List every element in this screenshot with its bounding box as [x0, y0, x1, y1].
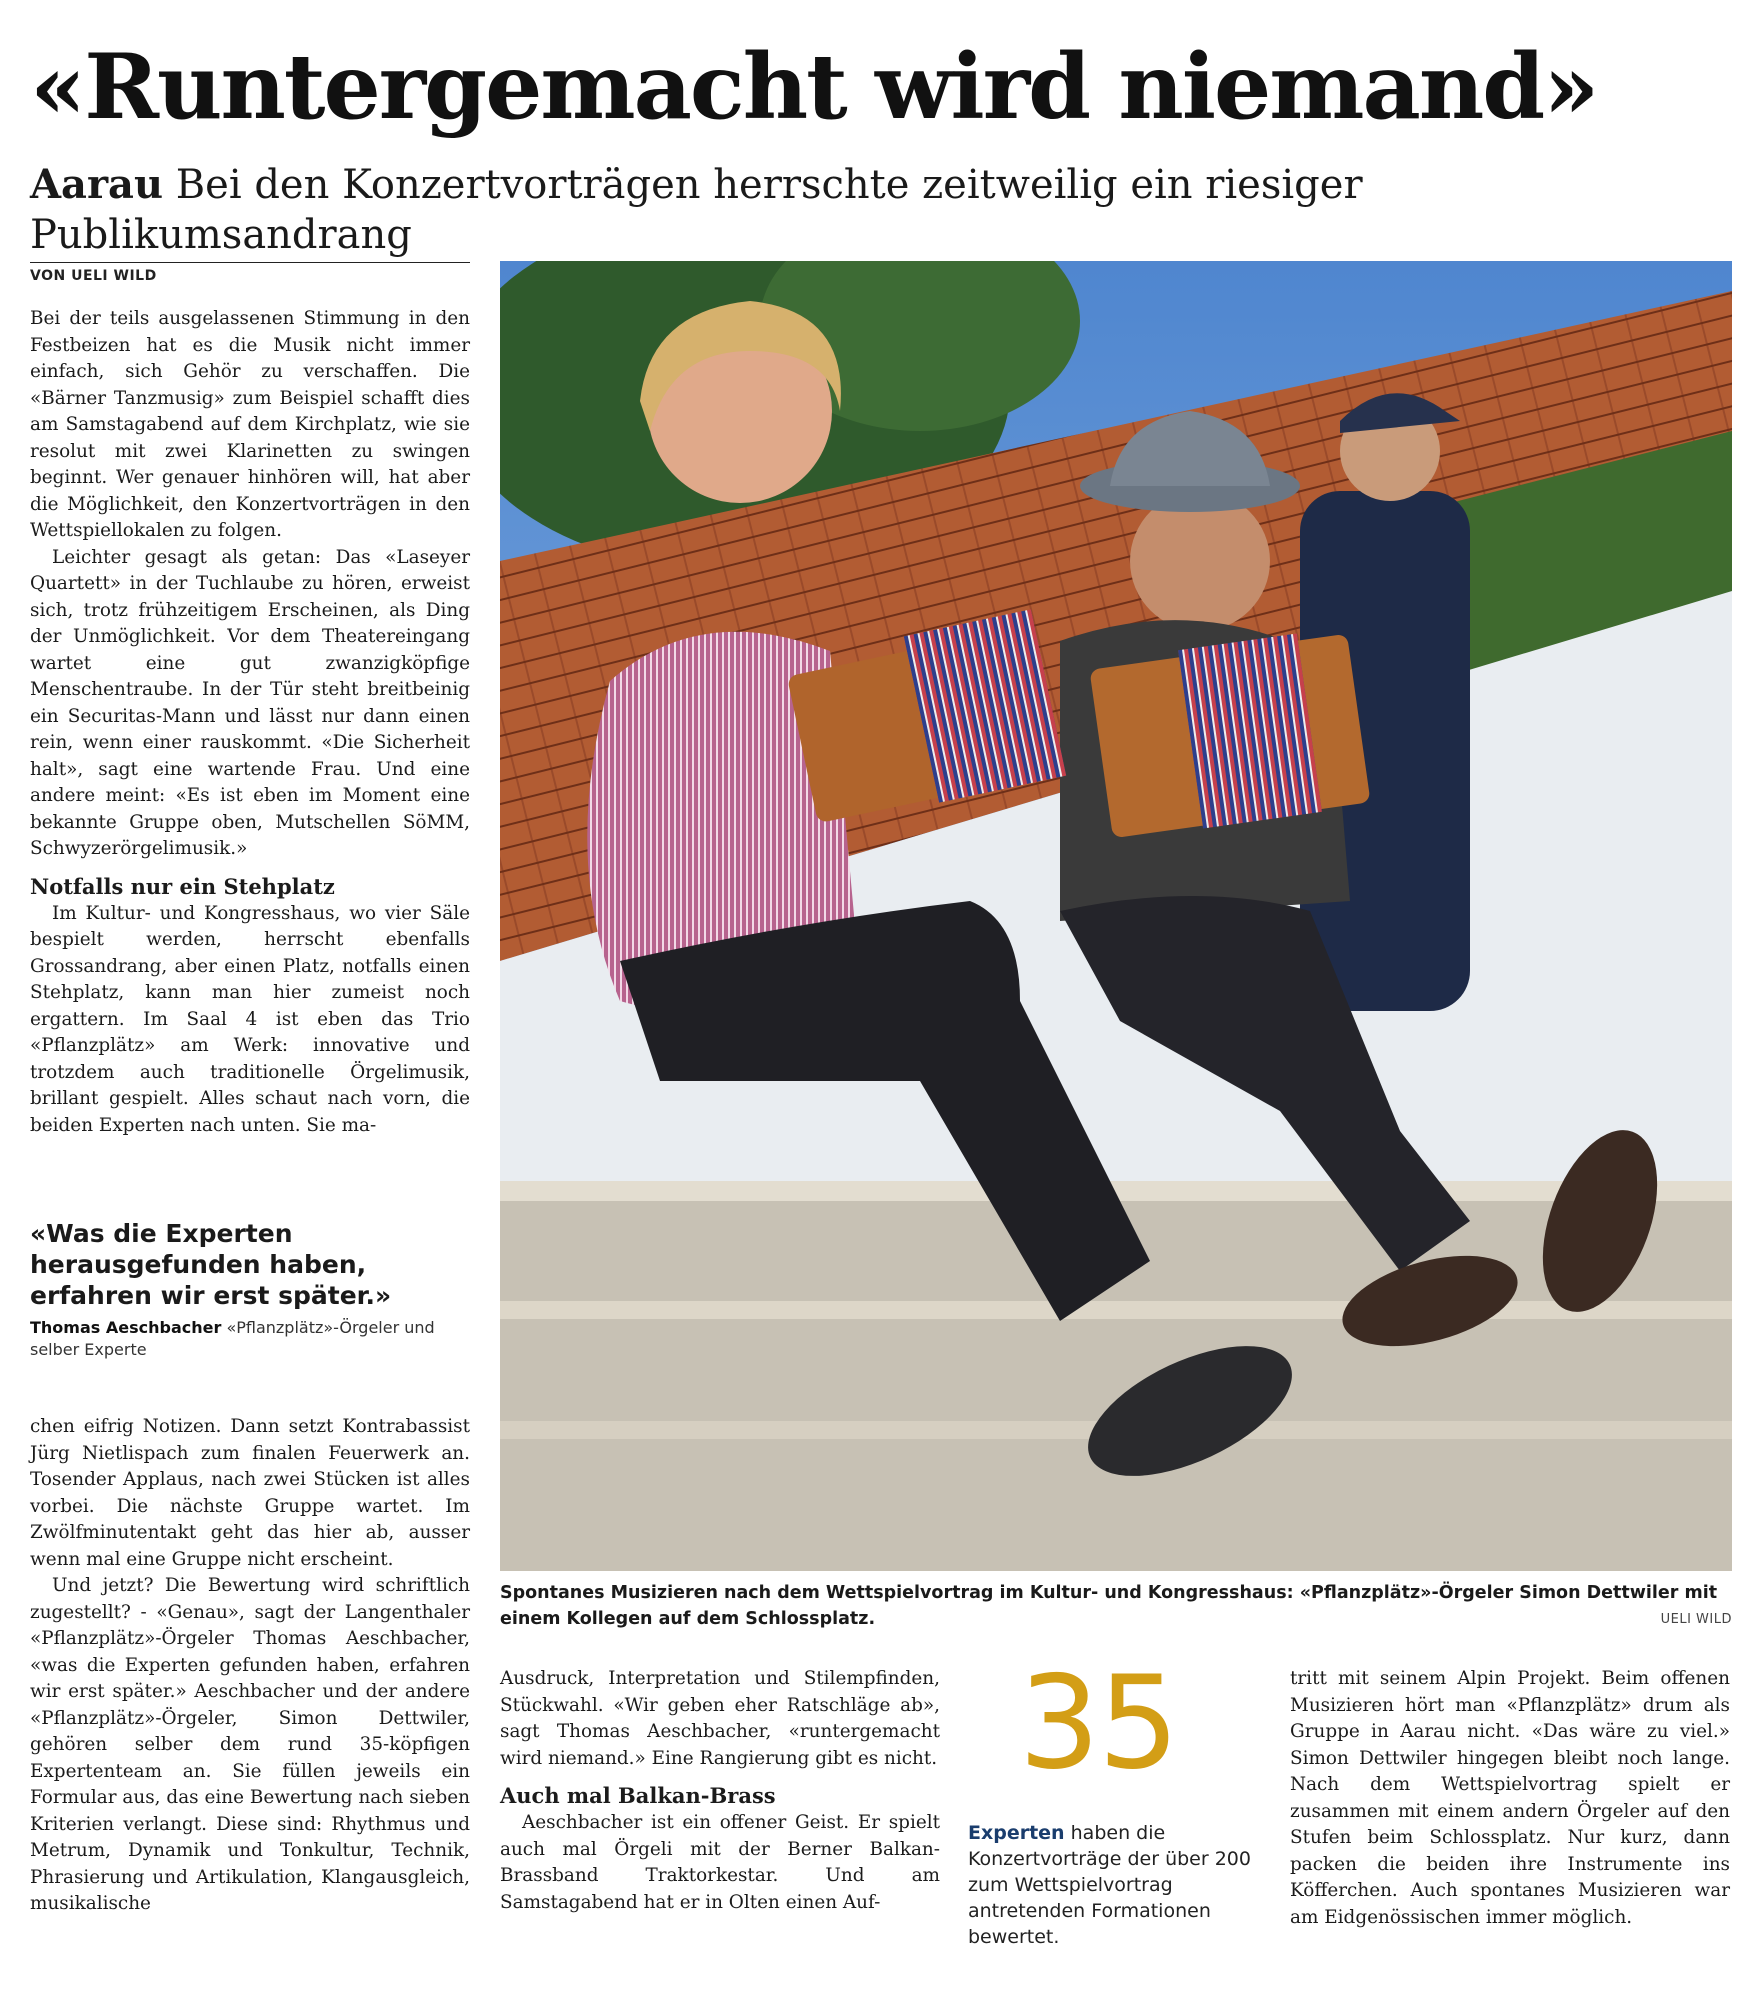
subtitle-text: Bei den Konzertvorträgen herrschte zeitweilig ein riesiger Publikumsandrang — [30, 162, 1363, 258]
fact-description: haben die Konzertvorträge der über 200 zum Wettspielvortrag antretenden Formationen bewertet. — [968, 1822, 1251, 1948]
article-photo — [500, 261, 1732, 1571]
fact-number: 35 — [1018, 1649, 1178, 1798]
fact-lead: Experten — [968, 1822, 1065, 1844]
paragraph: Leichter gesagt als getan: Das «Laseyer Quartett» in der Tuchlaube zu hören, erweist sich, trotz frühzeitigem Erscheinen, als Ding der Unmöglichkeit. Vor dem Theatereingang wartet eine gut zwanzigköpfige Menschentraube. In der Tür steht breitbeinig ein Securitas-Mann und lässt nur dann einen rein, wenn einer rauskommt. «Die Sicherheit halt», sagt eine wartende Frau. Und eine andere meint: «Es ist eben im Moment eine bekannte Gruppe oben, Mutschellen SöMM, Schwyzerörgelimusik.» — [30, 546, 470, 859]
fact-box — [968, 1649, 1268, 1950]
paragraph: Aeschbacher ist ein offener Geist. Er spielt auch mal Örgeli mit der Berner Balkan-Brassband Traktorkestar. Und am Samstagabend hat er in Olten einen Auf- — [500, 1812, 940, 1913]
paragraph: tritt mit seinem Alpin Projekt. Beim offenen Musizieren hört man «Pflanzplätz» drum als Gruppe in Aarau nicht. «Das wäre zu viel.» Simon Dettwiler hingegen bleibt noch lange. Nach dem Wettspielvortrag spielt er zusammen mit einem andern Örgeler auf den Stufen beim Schlossplatz. Nur kurz, dann packen die beiden ihre Instrumente ins Köfferchen. Auch spontanes Musizieren war am Eidgenössischen immer möglich. — [1290, 1668, 1730, 1928]
paragraph: Und jetzt? Die Bewertung wird schriftlich zugestellt? - «Genau», sagt der Langenthaler «Pflanzplätz»-Örgeler Thomas Aeschbacher, «was die Experten gefunden haben, erfahren wir erst später.» Aeschbacher und der andere «Pflanzplätz»-Örgeler, Simon Dettwiler, gehören selber dem rund 35-köpfigen Expertenteam an. Sie füllen jeweils ein Formular aus, das eine Bewertung nach sieben Kriterien verlangt. Diese sind: Rhythmus und Metrum, Dynamik und Tonkultur, Technik, Phrasierung und Artikulation, Klangausgleich, musikalische — [30, 1575, 470, 1914]
subheading: Notfalls nur ein Stehplatz — [30, 873, 335, 899]
pull-quote — [30, 1218, 470, 1361]
accordion-bellows — [1178, 634, 1322, 829]
paragraph: Bei der teils ausgelassenen Stimmung in den Festbeizen hat es die Musik nicht immer einfach, sich Gehör zu verschaffen. Die «Bärner Tanzmusig» zum Beispiel schafft dies am Samstagabend auf dem Kirchplatz, wie sie resolut mit zwei Klarinetten zu swingen beginnt. Wer genauer hinhören will, hat aber die Möglichkeit, den Konzertvorträgen in den Wettspiellokalen zu folgen. — [30, 308, 470, 541]
musician-right-head — [1130, 491, 1270, 631]
pull-quote-text: «Was die Experten herausgefunden haben, erfahren wir erst später.» — [30, 1219, 392, 1310]
article-column-1-bottom — [30, 1414, 470, 1918]
fact-text — [968, 1820, 1268, 1950]
byline: VON UELI WILD — [30, 268, 157, 284]
paragraph: Im Kultur- und Kongresshaus, wo vier Säle bespielt werden, herrscht ebenfalls Grossandrang, aber einen Platz, notfalls einen Stehplatz, kann man hier zumeist noch ergattern. Im Saal 4 ist eben das Trio «Pflanzplätz» am Werk: innovative und trotzdem auch traditionelle Örgelimusik, brillant gespielt. Alles schaut nach vorn, die beiden Experten nach unten. Sie ma- — [30, 902, 470, 1136]
article-column-4 — [1290, 1666, 1730, 1931]
subtitle-kicker: Aarau — [30, 161, 164, 208]
subtitle — [30, 160, 1740, 260]
paragraph: chen eifrig Notizen. Dann setzt Kontrabassist Jürg Nietlispach zum finalen Feuerwerk an. Tosender Applaus, nach zwei Stücken ist alles vorbei. Die nächste Gruppe wartet. Im Zwölfminutentakt geht das hier ab, ausser wenn mal eine Gruppe nicht erscheint. — [30, 1416, 470, 1570]
byline-rule — [30, 262, 470, 263]
pull-quote-author: Thomas Aeschbacher — [30, 1318, 222, 1337]
article-column-2 — [500, 1666, 940, 1916]
paragraph: Ausdruck, Interpretation und Stilempfinden, Stückwahl. «Wir geben eher Ratschläge ab», sagt Thomas Aeschbacher, «runtergemacht wird niemand.» Eine Rangierung gibt es nicht. — [500, 1668, 940, 1769]
headline: «Runtergemacht wird niemand» — [30, 34, 1598, 140]
pull-quote-role: «Pflanzplätz»-Örgeler und selber Experte — [30, 1318, 435, 1359]
step-edge — [500, 1301, 1732, 1319]
article-column-1-top — [30, 306, 470, 1139]
photo-credit: UELI WILD — [1660, 1612, 1732, 1627]
photo-caption: Spontanes Musizieren nach dem Wettspielvortrag im Kultur- und Kongresshaus: «Pflanzplätz»-Örgeler Simon Dettwiler mit einem Kollegen auf dem Schlossplatz. — [500, 1583, 1718, 1629]
subheading: Auch mal Balkan-Brass — [500, 1783, 776, 1808]
pull-quote-source — [30, 1317, 470, 1361]
